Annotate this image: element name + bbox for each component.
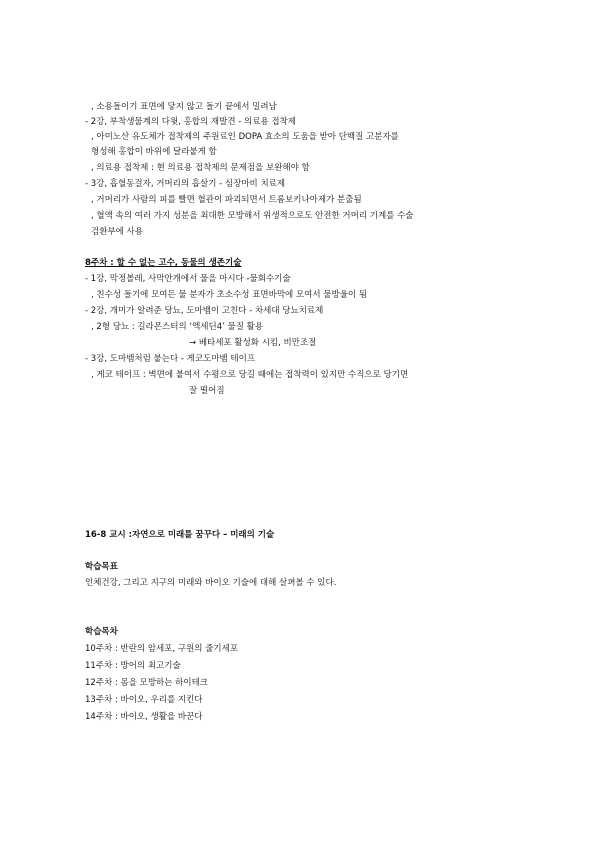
text-line: 잘 떨어짐 [189,386,225,396]
text-line: - 3강, 흡혈동걸자, 거머리의 흡살기 - 심장마비 치료제 [85,179,286,189]
text-line: - 1강, 막정볼레, 사막안개에서 물을 마시다 -물회수기술 [85,274,291,284]
toc-item: 11주차 : 방어의 최고기술 [85,661,181,671]
text-line: , 소용돌이기 표면에 닿지 않고 돌기 끝에서 밀려남 [91,102,277,112]
text-line: - 3강, 도마뱀처럼 붙는다 - 게코도마뱀 테이프 [85,354,256,364]
text-line: → 베타세포 활성화 시킴, 비만조절 [189,338,317,348]
text-line: , 혈액 속의 여러 가지 성분을 최대한 모방해서 위생적으로도 안전한 거머리 기계를 수술 [91,211,414,221]
text-line: , 의료용 접착제 : 현 의료용 접착제의 문제점을 보완해야 함 [91,163,310,173]
toc-item: 10주차 : 반란의 암세포, 구원의 줄기세포 [85,644,239,654]
toc-item: 14주차 : 바이오, 생활을 바꾼다 [85,712,203,722]
text-line: , 거머리가 사람의 피를 빨면 혈관이 파괴되면서 트롬보키나아제가 분출됨 [91,195,362,205]
toc-item: 12주차 : 몸을 모방하는 하이테크 [85,678,209,688]
text-line: - 2강, 개미가 알려준 당뇨, 도마뱀이 고친다 - 차세대 당뇨치료제 [85,306,324,316]
text-line: , 2형 당뇨 : 길라몬스터의 ‘엑세딘4’ 물질 활용 [91,322,264,332]
text-line: - 2강, 부착생물계의 다윗, 홍합의 재발견 - 의료용 접착제 [85,117,296,127]
text-line: , 친수성 돌기에 모여든 물 분자가 초소수성 표면바막에 모여서 물방울이 됨 [91,290,368,300]
lesson-title: 16-8 교시 :자연으로 미래를 꿈꾸다 – 미래의 기술 [85,530,275,540]
text-line: 형성해 홍합이 바위에 달라붙게 함 [91,147,217,157]
text-line: , 게코 테이프 : 벽면에 붙여서 수평으로 당길 때에는 접착력이 있지만 수직으로 당기면 [91,370,409,380]
text-line: 검환부에 사용 [91,227,143,237]
toc-heading: 학습목차 [85,627,118,637]
goal-heading: 학습목표 [85,562,118,572]
section-heading: 8주차 : 할 수 없는 고수, 동물의 생존기술 [85,258,242,268]
toc-item: 13주차 : 바이오, 우리를 지킨다 [85,695,203,705]
text-line: , 아미노산 유도체가 접착제의 주원료인 DOPA 효소의 도움을 받아 단백질 고분자를 [91,132,399,142]
goal-text: 인체건강, 그리고 지구의 미래와 바이오 기술에 대해 살펴볼 수 있다. [85,578,337,588]
